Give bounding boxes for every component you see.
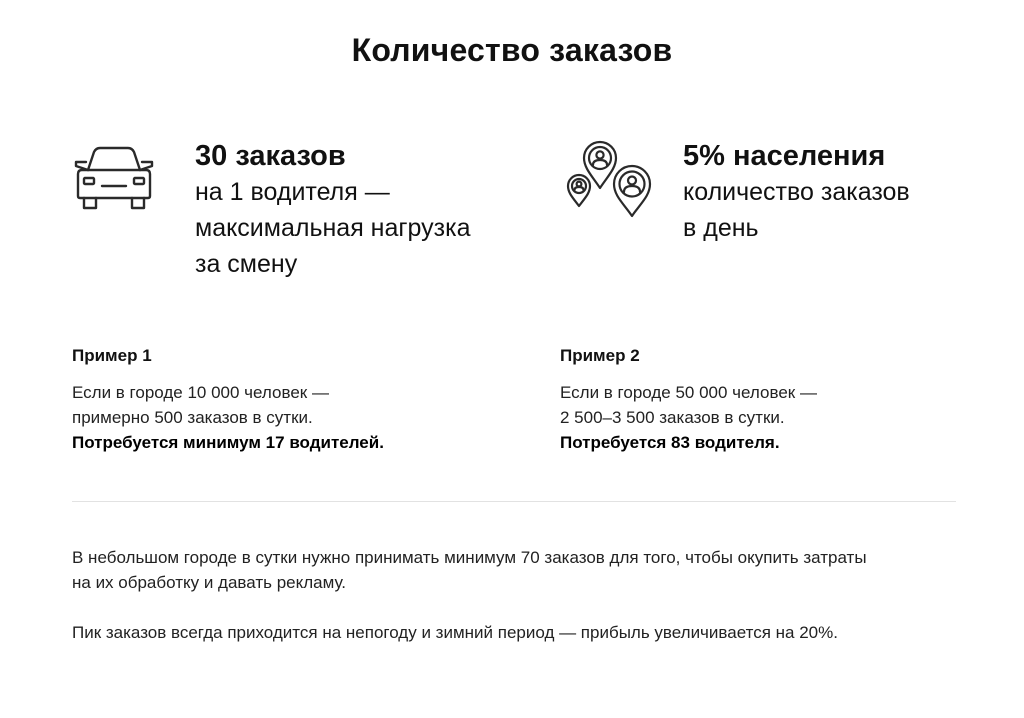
note-peak-orders: Пик заказов всегда приходится на непогоду и зимний период — прибыль увеличивается на 20%. [72, 623, 838, 642]
stat-text [683, 138, 1013, 246]
stat-heading: 30 заказов [195, 140, 346, 172]
example-body [560, 380, 960, 455]
stat-description: на 1 водителя — максимальная нагрузка за смену [195, 178, 471, 278]
stat-description: количество заказов в день [683, 178, 910, 242]
example-1 [72, 346, 472, 455]
location-pins-icon [562, 138, 654, 227]
note-min-orders: В небольшом городе в сутки нужно принимать минимум 70 заказов для того, чтобы окупить затраты на их обработку и давать рекламу. [72, 548, 867, 592]
example-body [72, 380, 472, 455]
example-line: Если в городе 10 000 человек — [72, 383, 329, 402]
example-title: Пример 2 [560, 346, 640, 365]
stat-heading: 5% населения [683, 140, 886, 172]
example-line: Если в городе 50 000 человек — [560, 383, 817, 402]
page-title: Количество заказов [351, 32, 673, 68]
example-line: примерно 500 заказов в сутки. [72, 408, 313, 427]
example-line: 2 500–3 500 заказов в сутки. [560, 408, 785, 427]
divider [72, 501, 956, 502]
example-2 [560, 346, 960, 455]
example-title: Пример 1 [72, 346, 152, 365]
stat-text [195, 138, 525, 282]
example-result: Потребуется минимум 17 водителей. [72, 433, 384, 452]
car-icon [72, 142, 156, 219]
example-result: Потребуется 83 водителя. [560, 433, 780, 452]
